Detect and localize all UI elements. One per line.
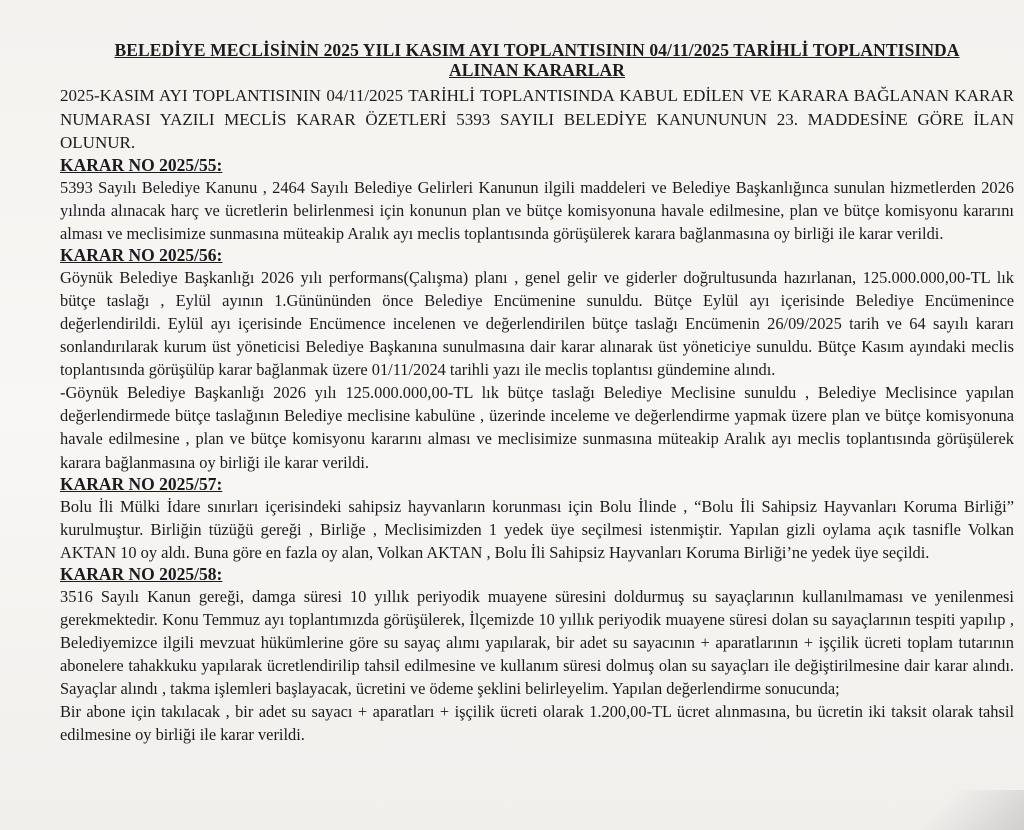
- decision-heading: KARAR NO 2025/55:: [60, 154, 223, 175]
- decision-2025-57: [60, 474, 1014, 564]
- decision-2025-58: [60, 564, 1014, 747]
- decision-heading: KARAR NO 2025/58:: [60, 563, 223, 584]
- decision-text: 3516 Sayılı Kanun gereği, damga süresi 10 yıllık periyodik muayene süresini doldurmuş su sayaçlarının kullanılmaması ve yenilenmesi gerekmektedir. Konu Temmuz ayı toplantımızda görüşülerek, İlçemizde 10 yıllık periyodik muayene süresi dolan su sayaçlarının tespiti yapılıp , Belediyemizce ilgili mevzuat hükümlerine göre su sayaç alımı yapılarak, bir adet su sayacının + aparatlarının + işçilik ücreti toplam tutarının abonelere tahakkuku yapılarak ücretlendirilip tahsil edilmesine ve kullanım süresi dolmuş olan su sayaçları ile değiştirilmesine dair karar alındı. Sayaçlar alındı , takma işlemleri başlayacak, ücretini ve ödeme şeklini belirleyelim. Yapılan değerlendirme sonucunda;: [60, 586, 1014, 699]
- decision-heading: KARAR NO 2025/57:: [60, 473, 223, 494]
- decision-text: Bir abone için takılacak , bir adet su sayacı + aparatları + işçilik ücreti olarak 1.200,00-TL ücret alınmasına, bu ücretin iki taksit olarak tahsil edilmesine oy birliği ile karar verildi.: [60, 702, 1014, 745]
- decision-text: -Göynük Belediye Başkanlığı 2026 yılı 125.000.000,00-TL lık bütçe taslağı Belediye Meclisine sunuldu , Belediye Meclisince yapılan değerlendirmede bütçe taslağının Belediye meclisine kabulüne , üzerinde inceleme ve değerlendirme yapmak üzere plan ve bütçe komisyonuna havale edilmesine , plan ve bütçe komisyonu kararını alması ve meclisimize sunmasına müteakip Aralık ayı meclis toplantısında görüşülerek karara bağlanmasına oy birliği ile karar verildi.: [60, 383, 1014, 472]
- page-shadow: [884, 790, 1024, 830]
- decision-text: Bolu İli Mülki İdare sınırları içerisindeki sahipsiz hayvanların korunması için Bolu İlinde , “Bolu İli Sahipsiz Hayvanları Koruma Birliği” kurulmuştur. Birliğin tüzüğü gereği , Birliğe , Meclisimizden 1 yedek üye seçilmesi istenmiştir. Yapılan gizli oylama açık tasnifle Volkan AKTAN 10 oy aldı. Buna göre en fazla oy alan, Volkan AKTAN , Bolu İli Sahipsiz Hayvanları Koruma Birliği’ne yedek üye seçildi.: [60, 496, 1014, 562]
- decision-2025-56: [60, 245, 1014, 474]
- intro-paragraph: 2025-KASIM AYI TOPLANTISININ 04/11/2025 TARİHLİ TOPLANTISINDA KABUL EDİLEN VE KARARA BAĞLANAN KARAR NUMARASI YAZILI MECLİS KARAR ÖZETLERİ 5393 SAYILI BELEDİYE KANUNUNUN 23. MADDESİNE GÖRE İLAN OLUNUR.: [60, 86, 1014, 152]
- document-title: [60, 40, 1014, 80]
- decision-text: Göynük Belediye Başkanlığı 2026 yılı performans(Çalışma) planı , genel gelir ve giderler doğrultusunda hazırlanan, 125.000.000,00-TL lık bütçe taslağı , Eylül ayının 1.Günününden önce Belediye Encümenine sunuldu. Bütçe Eylül ayı içerisinde Belediye Encümenince değerlendirildi. Eylül ayı içerisinde Encümence incelenen ve değerlendirilen bütçe taslağı Encümenin 26/09/2025 tarih ve 64 sayılı kararı sonlandırılarak kurum üst yöneticisi Belediye Başkanına sunulmasına dair karar alınarak üst yöneticiye sunuldu. Bütçe Kasım ayındaki meclis toplantısında görüşülüp karar bağlanmak üzere 01/11/2024 tarihli yazı ile meclis toplantısı gündemine alındı.: [60, 267, 1014, 380]
- title-line-2: ALINAN KARARLAR: [448, 60, 626, 80]
- decision-text: 5393 Sayılı Belediye Kanunu , 2464 Sayılı Belediye Gelirleri Kanunun ilgili maddeleri ve Belediye Başkanlığınca sunulan hizmetlerden 2026 yılında alınacak harç ve ücretlerin belirlenmesi için konunun plan ve bütçe komisyonuna havale edilmesine, plan ve bütçe komisyonu kararını alması ve meclisimize sunmasına müteakip Aralık ayı meclis toplantısında görüşülerek karara bağlanmasına oy birliği ile karar verildi.: [60, 177, 1014, 243]
- decision-2025-55: [60, 155, 1014, 245]
- decision-heading: KARAR NO 2025/56:: [60, 244, 223, 265]
- title-line-1: BELEDİYE MECLİSİNİN 2025 YILI KASIM AYI TOPLANTISININ 04/11/2025 TARİHLİ TOPLANTISINDA: [114, 40, 960, 60]
